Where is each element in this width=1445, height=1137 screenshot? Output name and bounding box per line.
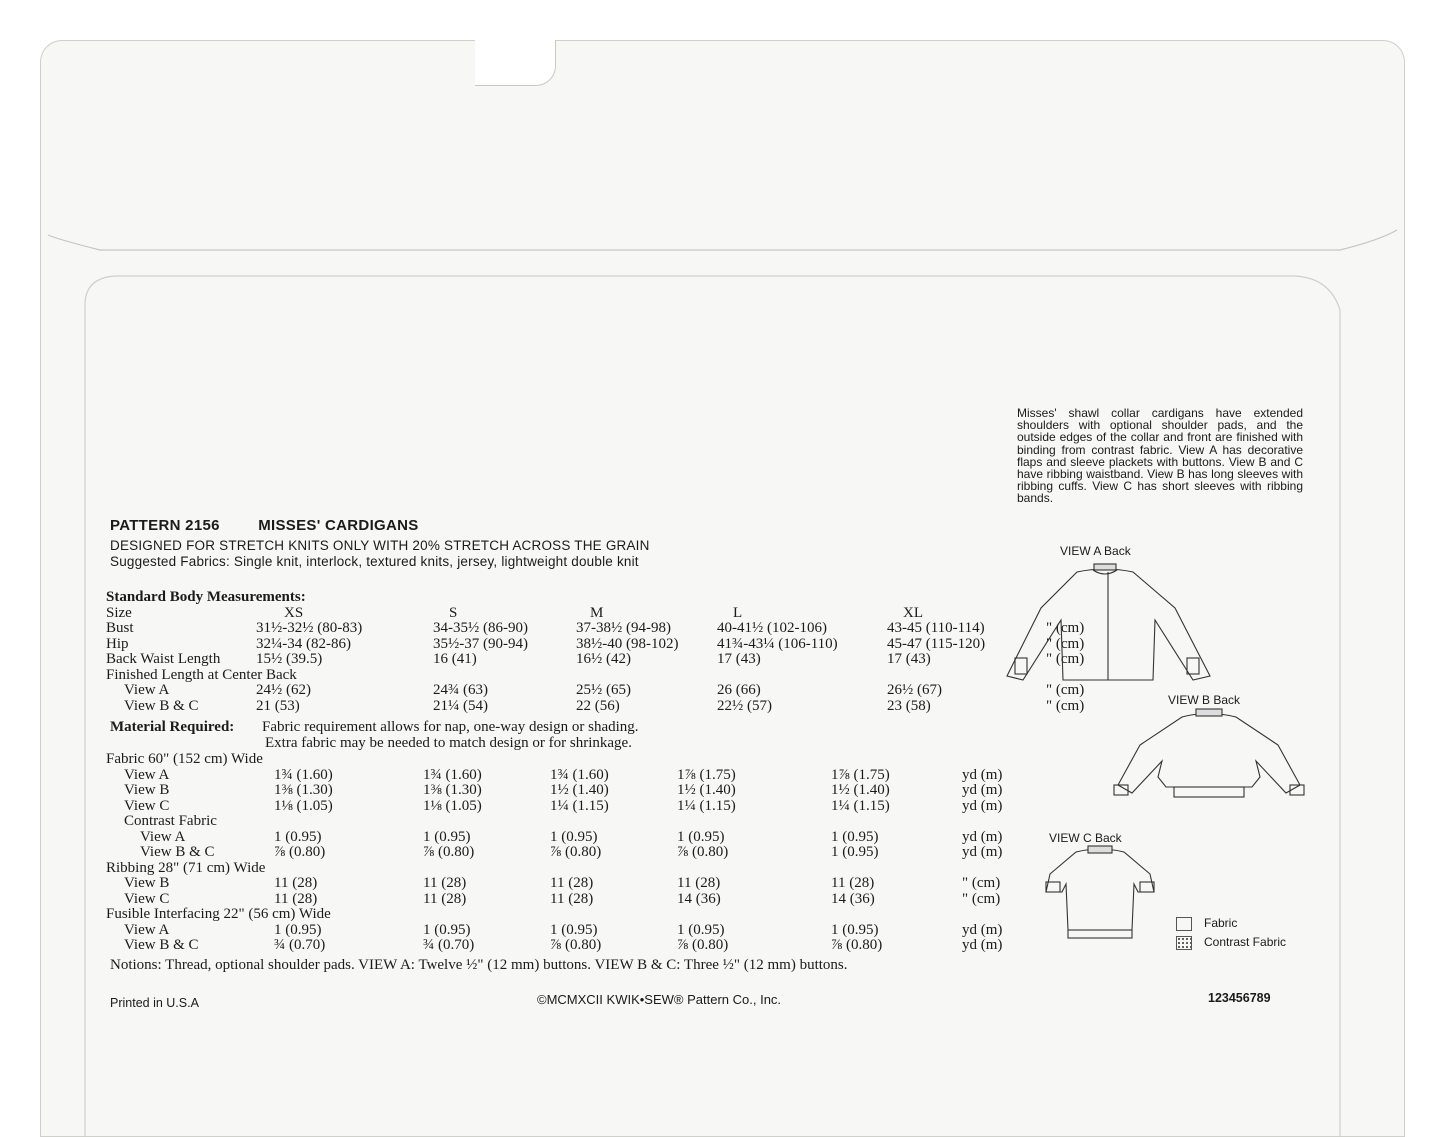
table-row: View B 1⅜ (1.30) 1⅜ (1.30) 1½ (1.40) 1½ (1.40) 1½ (1.40) yd (m)	[124, 782, 1003, 798]
view-b-garment-illustration	[1110, 705, 1310, 805]
table-row: View B & C 21 (53) 21¼ (54) 22 (56) 22½ (57) 23 (58) " (cm)	[124, 697, 1085, 714]
table-row: Ribbing 28" (71 cm) Wide	[106, 859, 266, 876]
suggested-fabrics: Suggested Fabrics: Single knit, interlock, textured knits, jersey, lightweight double knit	[110, 554, 639, 569]
table-row: View A 24½ (62) 24¾ (63) 25½ (65) 26 (66) 26½ (67) " (cm)	[124, 682, 1085, 698]
pattern-number: PATTERN 2156	[110, 517, 220, 534]
table-row: View A 1¾ (1.60) 1¾ (1.60) 1¾ (1.60) 1⅞ (1.75) 1⅞ (1.75) yd (m)	[124, 766, 1003, 783]
table-row: View B & C ⅞ (0.80) ⅞ (0.80) ⅞ (0.80) ⅞ (0.80) 1 (0.95) yd (m)	[140, 844, 1003, 860]
contrast-swatch-icon	[1176, 936, 1192, 950]
table-row: View B 11 (28) 11 (28) 11 (28) 11 (28) 11 (28) " (cm)	[124, 875, 1001, 891]
material-table	[106, 752, 1002, 954]
pattern-name: MISSES' CARDIGANS	[258, 517, 419, 534]
table-row: Contrast Fabric	[124, 813, 217, 829]
view-c-label: VIEW C Back	[1049, 831, 1122, 845]
view-c-garment-illustration	[1030, 842, 1170, 942]
table-row: View C 11 (28) 11 (28) 11 (28) 14 (36) 14 (36) " (cm)	[124, 890, 1001, 907]
table-row: View C 1⅛ (1.05) 1⅛ (1.05) 1¼ (1.15) 1¼ (1.15) 1¼ (1.15) yd (m)	[124, 797, 1003, 814]
view-a-label: VIEW A Back	[1060, 544, 1131, 558]
table-row: Bust 31½-32½ (80-83) 34-35½ (86-90) 37-38½ (94-98) 40-41½ (102-106) 43-45 (110-114) " (cm)	[106, 620, 1085, 636]
measurement-table	[106, 590, 1084, 714]
table-row: View A 1 (0.95) 1 (0.95) 1 (0.95) 1 (0.95) 1 (0.95) yd (m)	[124, 921, 1003, 938]
material-heading: Material Required:	[110, 719, 235, 735]
copyright: ©MCMXCII KWIK•SEW® Pattern Co., Inc.	[537, 992, 782, 1007]
designed-for: DESIGNED FOR STRETCH KNITS ONLY WITH 20% STRETCH ACROSS THE GRAIN	[110, 538, 650, 553]
pattern-code: 123456789	[1208, 991, 1271, 1005]
legend-contrast	[1176, 935, 1286, 950]
view-a-garment-illustration	[1005, 558, 1225, 688]
pattern-title	[110, 517, 453, 534]
table-row: Hip 32¼-34 (82-86) 35½-37 (90-94) 38½-40 (98-102) 41¾-43¼ (106-110) 45-47 (115-120) " (cm)	[106, 635, 1085, 652]
table-row	[106, 590, 1084, 606]
measurements-heading: Standard Body Measurements:	[106, 589, 306, 605]
view-b-label: VIEW B Back	[1168, 693, 1241, 707]
table-row: Finished Length at Center Back	[106, 666, 297, 683]
material-note-1: Fabric requirement allows for nap, one-way design or shading.	[262, 719, 639, 735]
legend-fabric-label: Fabric	[1204, 916, 1238, 930]
sizes-row	[106, 606, 1084, 622]
material-note-2: Extra fabric may be needed to match design or for shrinkage.	[265, 735, 632, 751]
table-row: Back Waist Length 15½ (39.5) 16 (41) 16½ (42) 17 (43) 17 (43) " (cm)	[106, 651, 1085, 667]
fabric-swatch-icon	[1176, 917, 1192, 931]
body-rows	[106, 621, 1084, 714]
printed-in: Printed in U.S.A	[110, 996, 199, 1010]
size-xs: XS	[284, 604, 304, 621]
table-row: Fusible Interfacing 22" (56 cm) Wide	[106, 906, 331, 922]
legend-contrast-label: Contrast Fabric	[1204, 935, 1287, 949]
table-row: View A 1 (0.95) 1 (0.95) 1 (0.95) 1 (0.95) 1 (0.95) yd (m)	[140, 828, 1003, 845]
legend-fabric	[1176, 916, 1237, 931]
table-row: View B & C ¾ (0.70) ¾ (0.70) ⅞ (0.80) ⅞ (0.80) ⅞ (0.80) yd (m)	[124, 937, 1003, 953]
description: Misses' shawl collar cardigans have extended shoulders with optional shoulder pads, and the outside edges of the collar and front are finished with binding from contrast fabric. View A has decorative flaps and sleeve plackets with buttons. View B and C have ribbing waistband. View B has long sleeves with ribbing cuffs. View C has short sleeves with ribbing bands.	[1017, 406, 1303, 506]
size-l: L	[733, 604, 743, 621]
table-row: Fabric 60" (152 cm) Wide	[106, 751, 263, 767]
size-xl: XL	[903, 604, 923, 621]
notions: Notions: Thread, optional shoulder pads. VIEW A: Twelve ½" (12 mm) buttons. VIEW B & C: Three ½" (12 mm) buttons.	[110, 957, 848, 973]
size-m: M	[590, 604, 604, 621]
size-s: S	[449, 604, 458, 621]
size-label: Size	[106, 604, 132, 621]
